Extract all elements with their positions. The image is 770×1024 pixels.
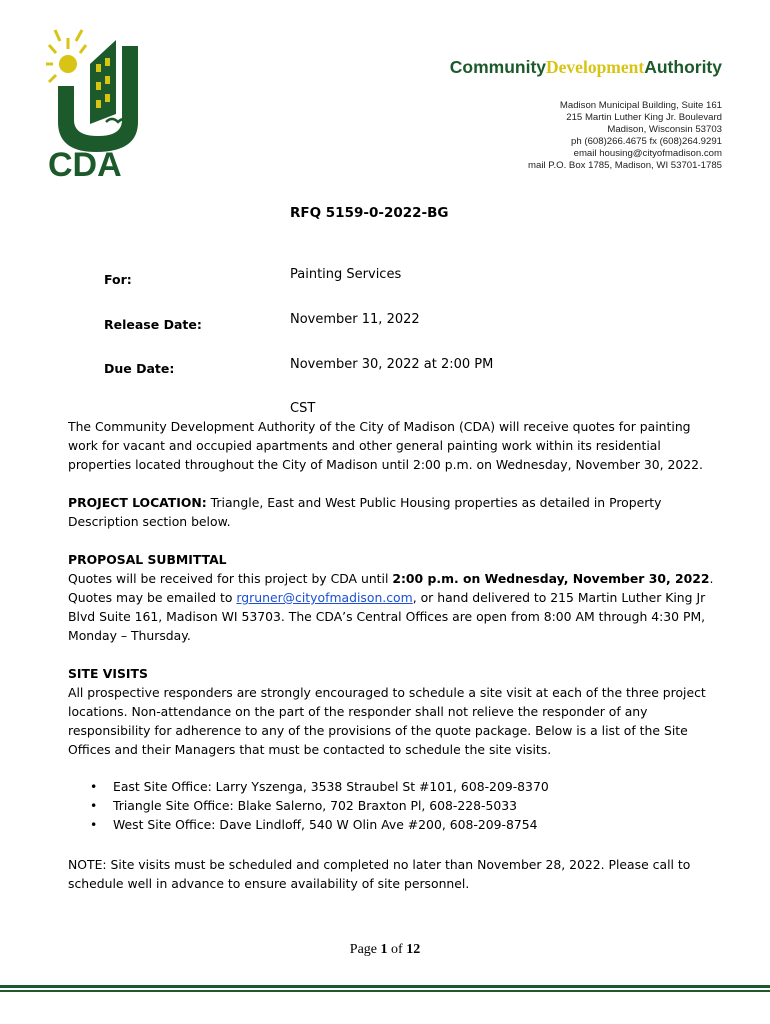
building-icon bbox=[90, 40, 116, 124]
sun-icon bbox=[46, 30, 86, 82]
proposal-section bbox=[68, 550, 718, 645]
list-item: • Triangle Site Office: Blake Salerno, 702 Braxton Pl, 608-228-5033 bbox=[90, 798, 518, 813]
footer-divider bbox=[0, 985, 770, 988]
due-date-label: Due Date: bbox=[104, 361, 175, 376]
email-link[interactable]: rgruner@cityofmadison.com bbox=[236, 590, 413, 605]
address-line: ph (608)266.4675 fx (608)264.9291 bbox=[571, 136, 722, 147]
bullet-icon: • bbox=[90, 798, 98, 813]
project-location-text: Triangle, East and West Public Housing properties as detailed in Property Description section below. bbox=[68, 495, 662, 529]
bullet-icon: • bbox=[90, 779, 98, 794]
proposal-text: Quotes will be received for this project by CDA until 2:00 p.m. on Wednesday, November 30, 2022. Quotes may be emailed to rgruner@cityofmadison.com, or hand delivered to 215 Martin Luther King Jr Blvd Suite 161, Madison WI 53703. The CDA’s Central Offices are open from 8:00 AM through 4:30 PM, Monday – Thursday. bbox=[68, 571, 714, 643]
release-date-label: Release Date: bbox=[104, 317, 202, 332]
intro-paragraph: The Community Development Authority of the City of Madison (CDA) will receive quotes for painting work for vacant and occupied apartments and other general painting work within its residential properties located throughout the City of Madison until 2:00 p.m. on Wednesday, November 30, 2022. bbox=[68, 419, 703, 472]
org-title-part1: Community bbox=[449, 57, 547, 77]
site-office-list bbox=[88, 777, 549, 834]
address-block bbox=[528, 100, 722, 172]
page-number: Page 1 of 12 bbox=[349, 942, 421, 957]
org-title-part3: Authority bbox=[644, 57, 722, 77]
address-line: email housing@cityofmadison.com bbox=[573, 148, 722, 159]
cda-logo-graphic bbox=[46, 24, 150, 182]
page-total: 12 bbox=[406, 942, 421, 957]
due-date-value: November 30, 2022 at 2:00 PM bbox=[290, 357, 494, 372]
proposal-heading: PROPOSAL SUBMITTAL bbox=[68, 552, 227, 567]
page-current: 1 bbox=[380, 942, 388, 957]
project-location-paragraph bbox=[68, 493, 718, 531]
site-visits-heading: SITE VISITS bbox=[68, 666, 148, 681]
site-visits-text: All prospective responders are strongly encouraged to schedule a site visit at each of the three project locations. Non-attendance on the part of the responder shall not relieve the responder of any responsibility for adherence to any of the provisions of the quote package. Below is a list of the Site Offices and their Managers that must be contacted to schedule the site visits. bbox=[68, 685, 706, 757]
release-date-value: November 11, 2022 bbox=[290, 312, 420, 327]
bullet-icon: • bbox=[90, 817, 98, 832]
address-line: 215 Martin Luther King Jr. Boulevard bbox=[566, 112, 722, 123]
logo-text: CDA bbox=[48, 146, 122, 182]
address-line: Madison Municipal Building, Suite 161 bbox=[559, 100, 722, 111]
address-line: mail P.O. Box 1785, Madison, WI 53701-1785 bbox=[528, 160, 722, 171]
note-paragraph: NOTE: Site visits must be scheduled and completed no later than November 28, 2022. Please call to schedule well in advance to ensure availability of site personnel. bbox=[68, 857, 691, 891]
list-item: • West Site Office: Dave Lindloff, 540 W Olin Ave #200, 608-209-8754 bbox=[90, 817, 538, 832]
address-line: Madison, Wisconsin 53703 bbox=[607, 124, 722, 135]
list-item: • East Site Office: Larry Yszenga, 3538 Straubel St #101, 608-209-8370 bbox=[90, 779, 549, 794]
org-title bbox=[450, 57, 722, 78]
for-value: Painting Services bbox=[290, 267, 402, 282]
proposal-deadline: 2:00 p.m. on Wednesday, November 30, 2022 bbox=[392, 571, 710, 586]
for-label: For: bbox=[104, 272, 132, 287]
site-visits-section bbox=[68, 664, 718, 759]
org-title-part2: Development bbox=[546, 57, 645, 77]
footer-divider bbox=[0, 990, 770, 992]
project-location-heading: PROJECT LOCATION: bbox=[68, 495, 207, 510]
cda-logo bbox=[46, 24, 150, 182]
due-date-timezone: CST bbox=[290, 401, 316, 416]
rfq-number: RFQ 5159-0-2022-BG bbox=[290, 205, 449, 221]
